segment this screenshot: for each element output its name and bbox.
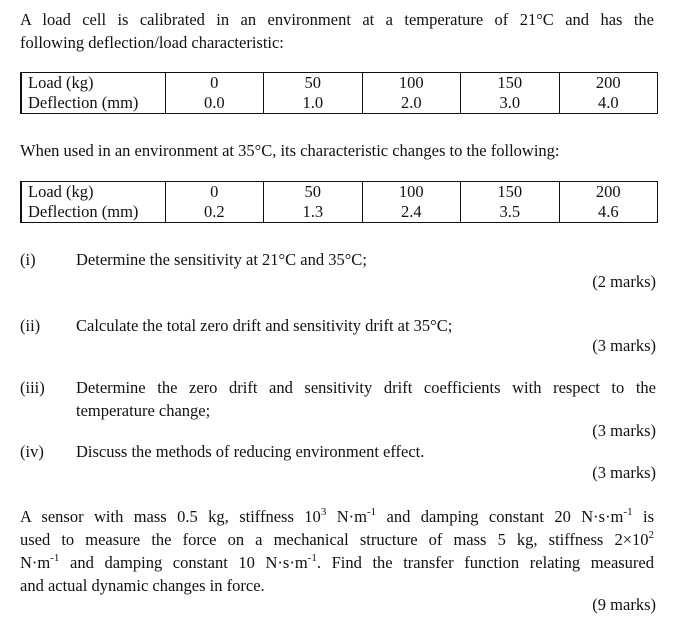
table-row-deflection xyxy=(21,93,658,114)
table-cell: 200 xyxy=(559,73,658,94)
marks-label: (9 marks) xyxy=(592,595,656,614)
marks-label: (3 marks) xyxy=(592,336,656,355)
row-label-load: Load (kg) xyxy=(21,73,165,94)
row-label-deflection: Deflection (mm) xyxy=(21,93,165,114)
question-number: (iii) xyxy=(20,378,45,397)
table-cell: 150 xyxy=(461,73,560,94)
question-number: (ii) xyxy=(20,316,41,335)
table-cell: 50 xyxy=(264,182,363,203)
table-row-load xyxy=(21,182,658,203)
marks-label: (2 marks) xyxy=(592,272,656,291)
sensor-line-1 xyxy=(20,505,654,528)
table-cell: 0 xyxy=(165,73,264,94)
superscript: -1 xyxy=(307,551,317,564)
table-cell: 2.0 xyxy=(362,93,461,114)
question-text: Calculate the total zero drift and sensitivity drift at 35°C; xyxy=(76,316,453,335)
table-cell: 50 xyxy=(264,73,363,94)
marks-label: (3 marks) xyxy=(592,463,656,482)
table-cell: 1.3 xyxy=(264,202,363,223)
superscript: -1 xyxy=(623,505,633,518)
text-run: and damping constant 10 N·s·m xyxy=(59,553,308,572)
intro-paragraph xyxy=(20,8,654,54)
question-number: (i) xyxy=(20,250,36,269)
text-run: is xyxy=(632,507,654,526)
table-row-deflection xyxy=(21,202,658,223)
table-cell: 4.0 xyxy=(559,93,658,114)
text-run: A sensor with mass 0.5 kg, stiffness 10 xyxy=(20,507,321,526)
table-cell: 3.5 xyxy=(461,202,560,223)
sensor-line-3 xyxy=(20,551,654,574)
calibration-table-35c xyxy=(20,181,658,223)
table-cell: 0.0 xyxy=(165,93,264,114)
table-cell: 100 xyxy=(362,73,461,94)
mid-paragraph: When used in an environment at 35°C, its characteristic changes to the following: xyxy=(20,141,560,160)
marks-label: (3 marks) xyxy=(592,421,656,440)
table-cell: 1.0 xyxy=(264,93,363,114)
table-cell: 200 xyxy=(559,182,658,203)
question-number: (iv) xyxy=(20,442,44,461)
table-row-load xyxy=(21,73,658,94)
question-text: Discuss the methods of reducing environment effect. xyxy=(76,442,425,461)
text-run: N·m xyxy=(20,553,51,572)
text-run: and damping constant 20 N·s·m xyxy=(376,507,624,526)
row-label-deflection: Deflection (mm) xyxy=(21,202,165,223)
table-cell: 0.2 xyxy=(165,202,264,223)
table-cell: 4.6 xyxy=(559,202,658,223)
sensor-paragraph xyxy=(20,505,654,597)
table-cell: 150 xyxy=(461,182,560,203)
row-label-load: Load (kg) xyxy=(21,182,165,203)
table-cell: 3.0 xyxy=(461,93,560,114)
calibration-table-21c xyxy=(20,72,658,114)
intro-line-2: following deflection/load characteristic: xyxy=(20,33,284,52)
superscript: 2 xyxy=(648,528,654,541)
table-cell: 2.4 xyxy=(362,202,461,223)
superscript: -1 xyxy=(50,551,60,564)
table-cell: 0 xyxy=(165,182,264,203)
question-text xyxy=(76,376,656,422)
text-run: . Find the transfer function relating measured xyxy=(316,553,655,572)
text-run: used to measure the force on a mechanical structure of mass 5 kg, stiffness 2×10 xyxy=(20,530,649,549)
table-cell: 100 xyxy=(362,182,461,203)
question-text-line-1: Determine the zero drift and sensitivity drift coefficients with respect to the xyxy=(76,378,656,397)
sensor-line-2 xyxy=(20,528,654,551)
intro-line-1: A load cell is calibrated in an environment at a temperature of 21°C and has the xyxy=(20,10,654,29)
superscript: -1 xyxy=(366,505,377,518)
sensor-line-4: and actual dynamic changes in force. xyxy=(20,576,265,595)
question-text: Determine the sensitivity at 21°C and 35°C; xyxy=(76,250,367,269)
text-run: N·m xyxy=(326,507,367,526)
question-text-line-2: temperature change; xyxy=(76,401,211,420)
superscript: 3 xyxy=(320,505,327,518)
